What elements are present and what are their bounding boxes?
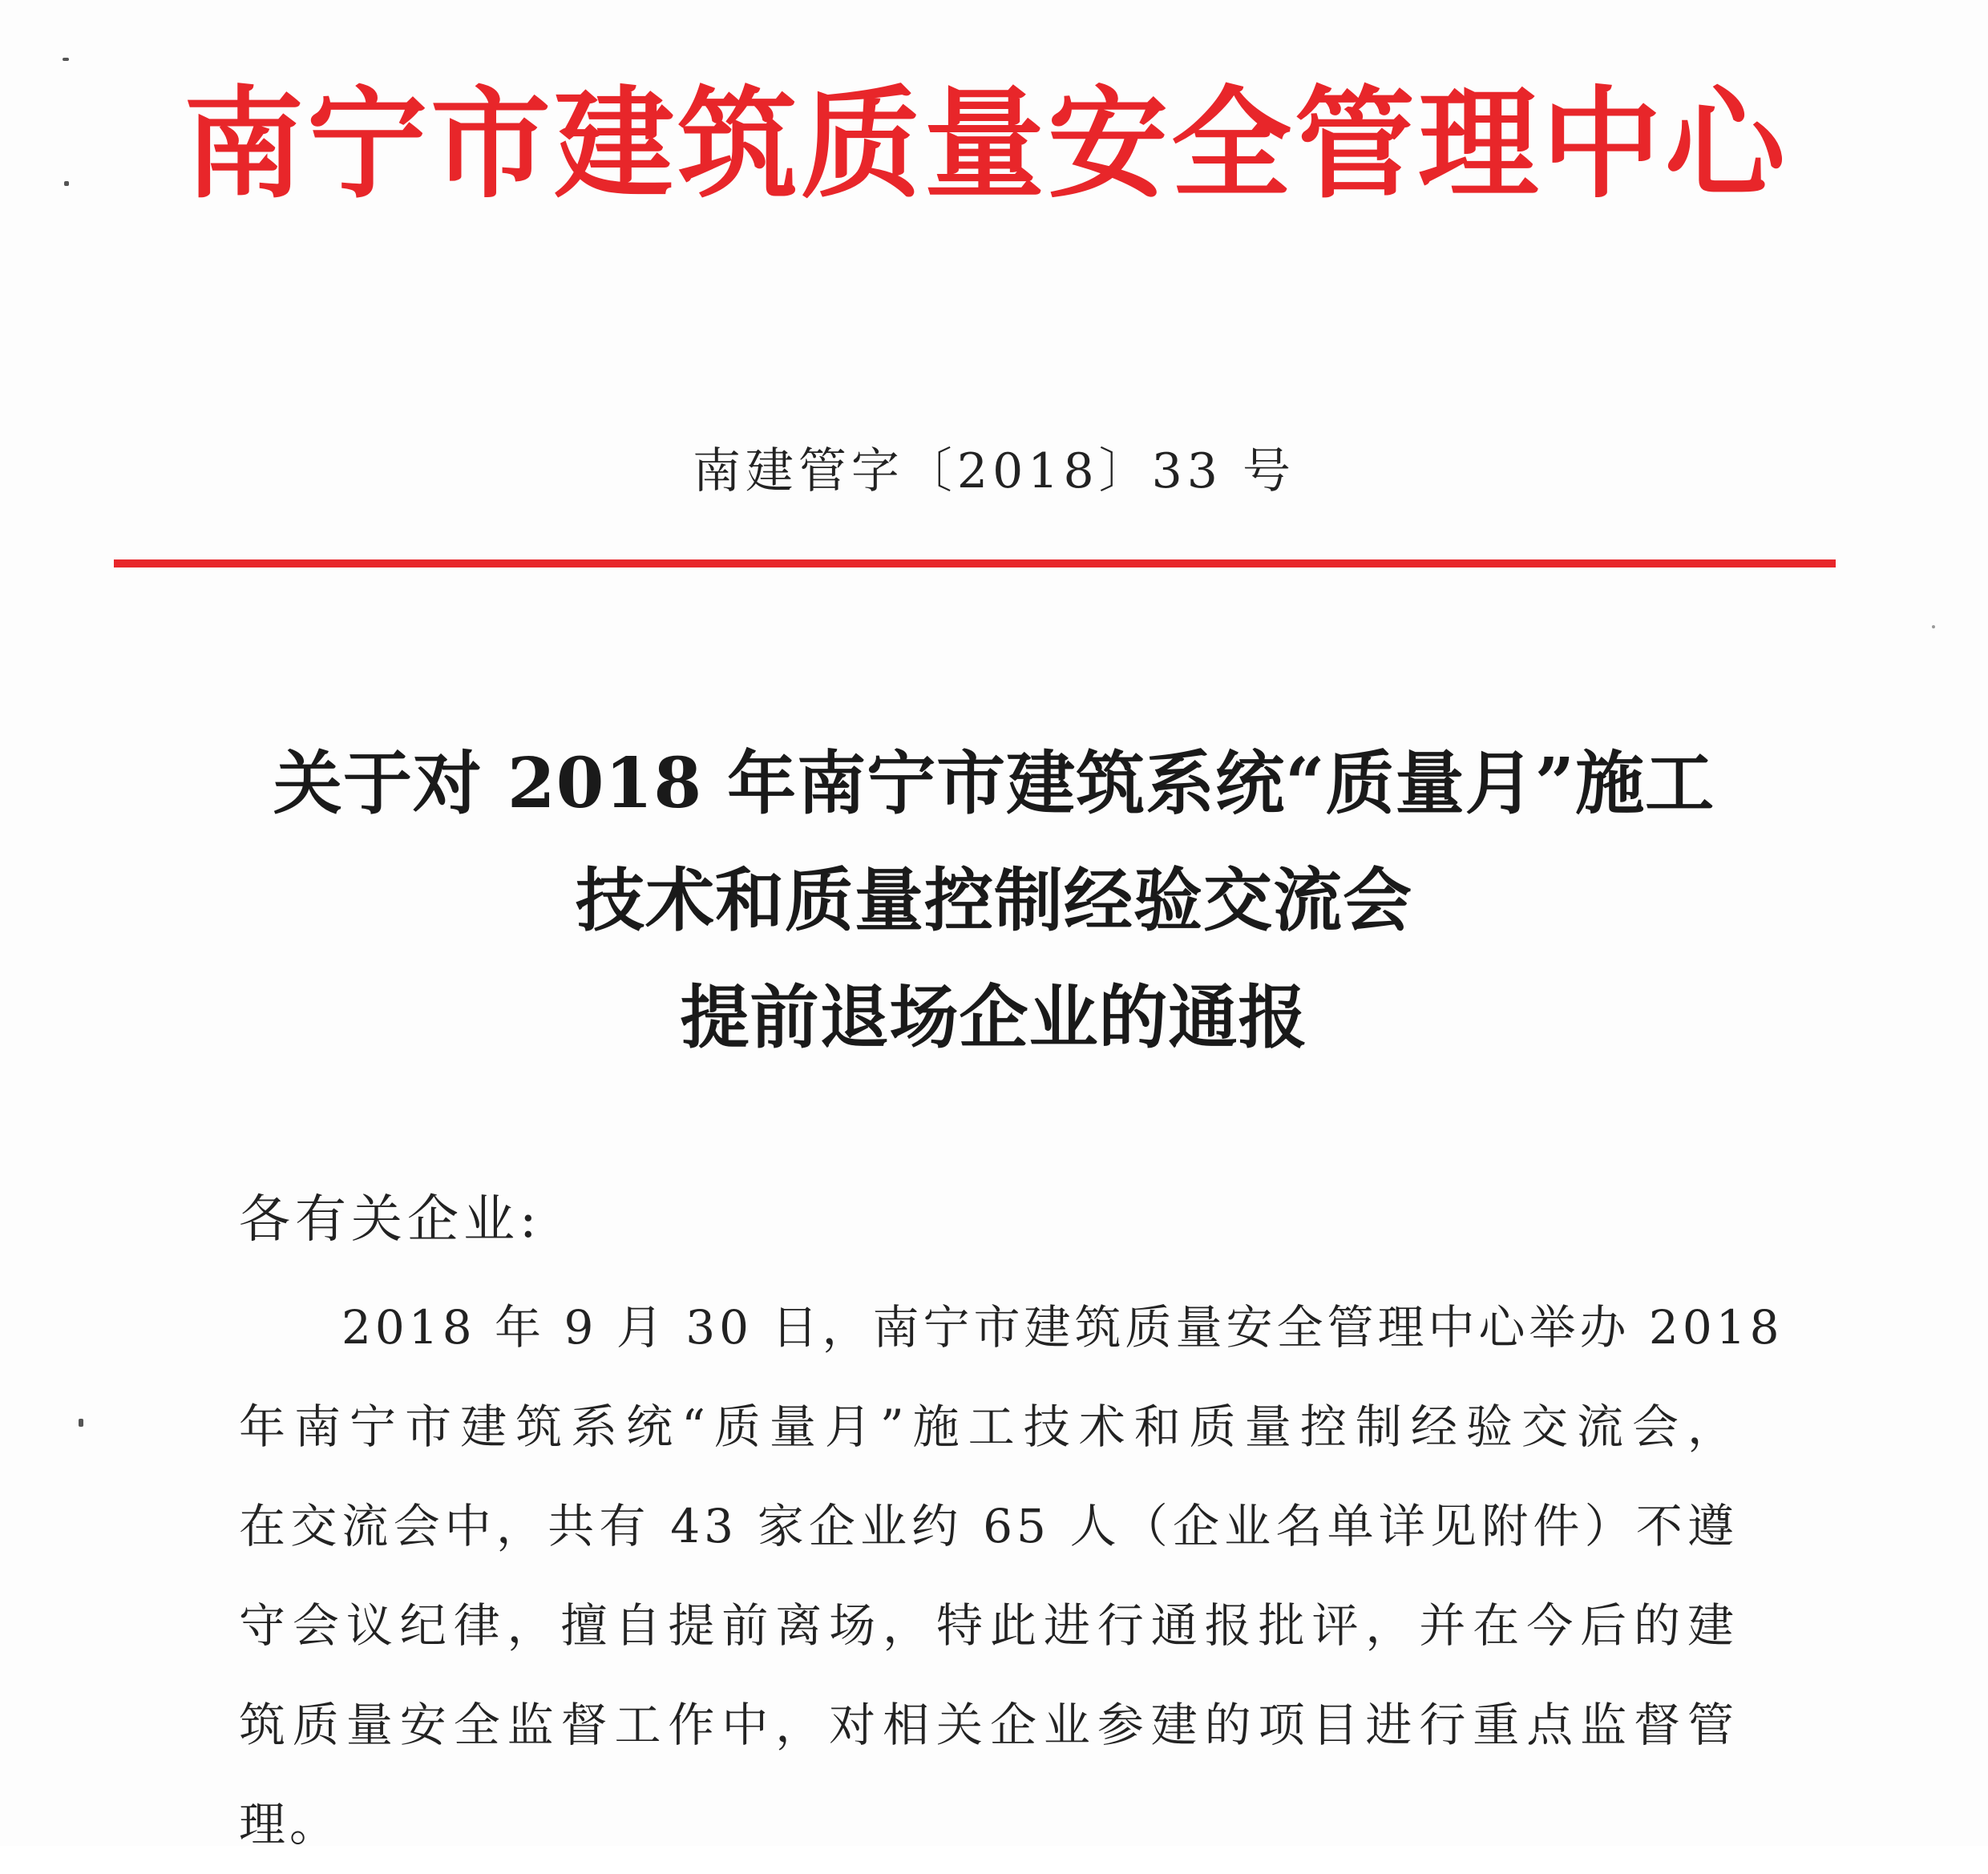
document-number: 南建管字〔2018〕33 号 bbox=[692, 443, 1296, 499]
title-line-2: 技术和质量控制经验交流会 bbox=[576, 860, 1412, 941]
body-line-2: 年南宁市建筑系统“质量月”施工技术和质量控制经验交流会， bbox=[239, 1399, 1738, 1454]
scan-speck bbox=[64, 181, 69, 186]
letterhead-org-name: 南宁市建筑质量安全管理中心 bbox=[183, 74, 1788, 215]
scan-speck bbox=[79, 1419, 83, 1427]
title-line-3: 提前退场企业的通报 bbox=[680, 977, 1308, 1058]
body-line-3: 在交流会中，共有 43 家企业约 65 人（企业名单详见附件）不遵 bbox=[239, 1499, 1738, 1553]
salutation: 各有关企业: bbox=[239, 1190, 542, 1250]
body-line-5: 筑质量安全监督工作中，对相关企业参建的项目进行重点监督管 bbox=[239, 1698, 1738, 1752]
document-title bbox=[160, 725, 1828, 1076]
scan-speck bbox=[1932, 625, 1935, 628]
red-divider-rule bbox=[114, 559, 1836, 567]
body-line-4: 守会议纪律，擅自提前离场，特此进行通报批评，并在今后的建 bbox=[239, 1598, 1738, 1653]
body-paragraph bbox=[239, 1278, 1784, 1874]
body-line-6: 理。 bbox=[239, 1797, 341, 1852]
scan-speck bbox=[63, 58, 69, 61]
body-line-1: 2018 年 9 月 30 日，南宁市建筑质量安全管理中心举办 2018 bbox=[341, 1300, 1784, 1355]
title-line-1: 关于对 2018 年南宁市建筑系统“质量月”施工 bbox=[273, 743, 1715, 824]
